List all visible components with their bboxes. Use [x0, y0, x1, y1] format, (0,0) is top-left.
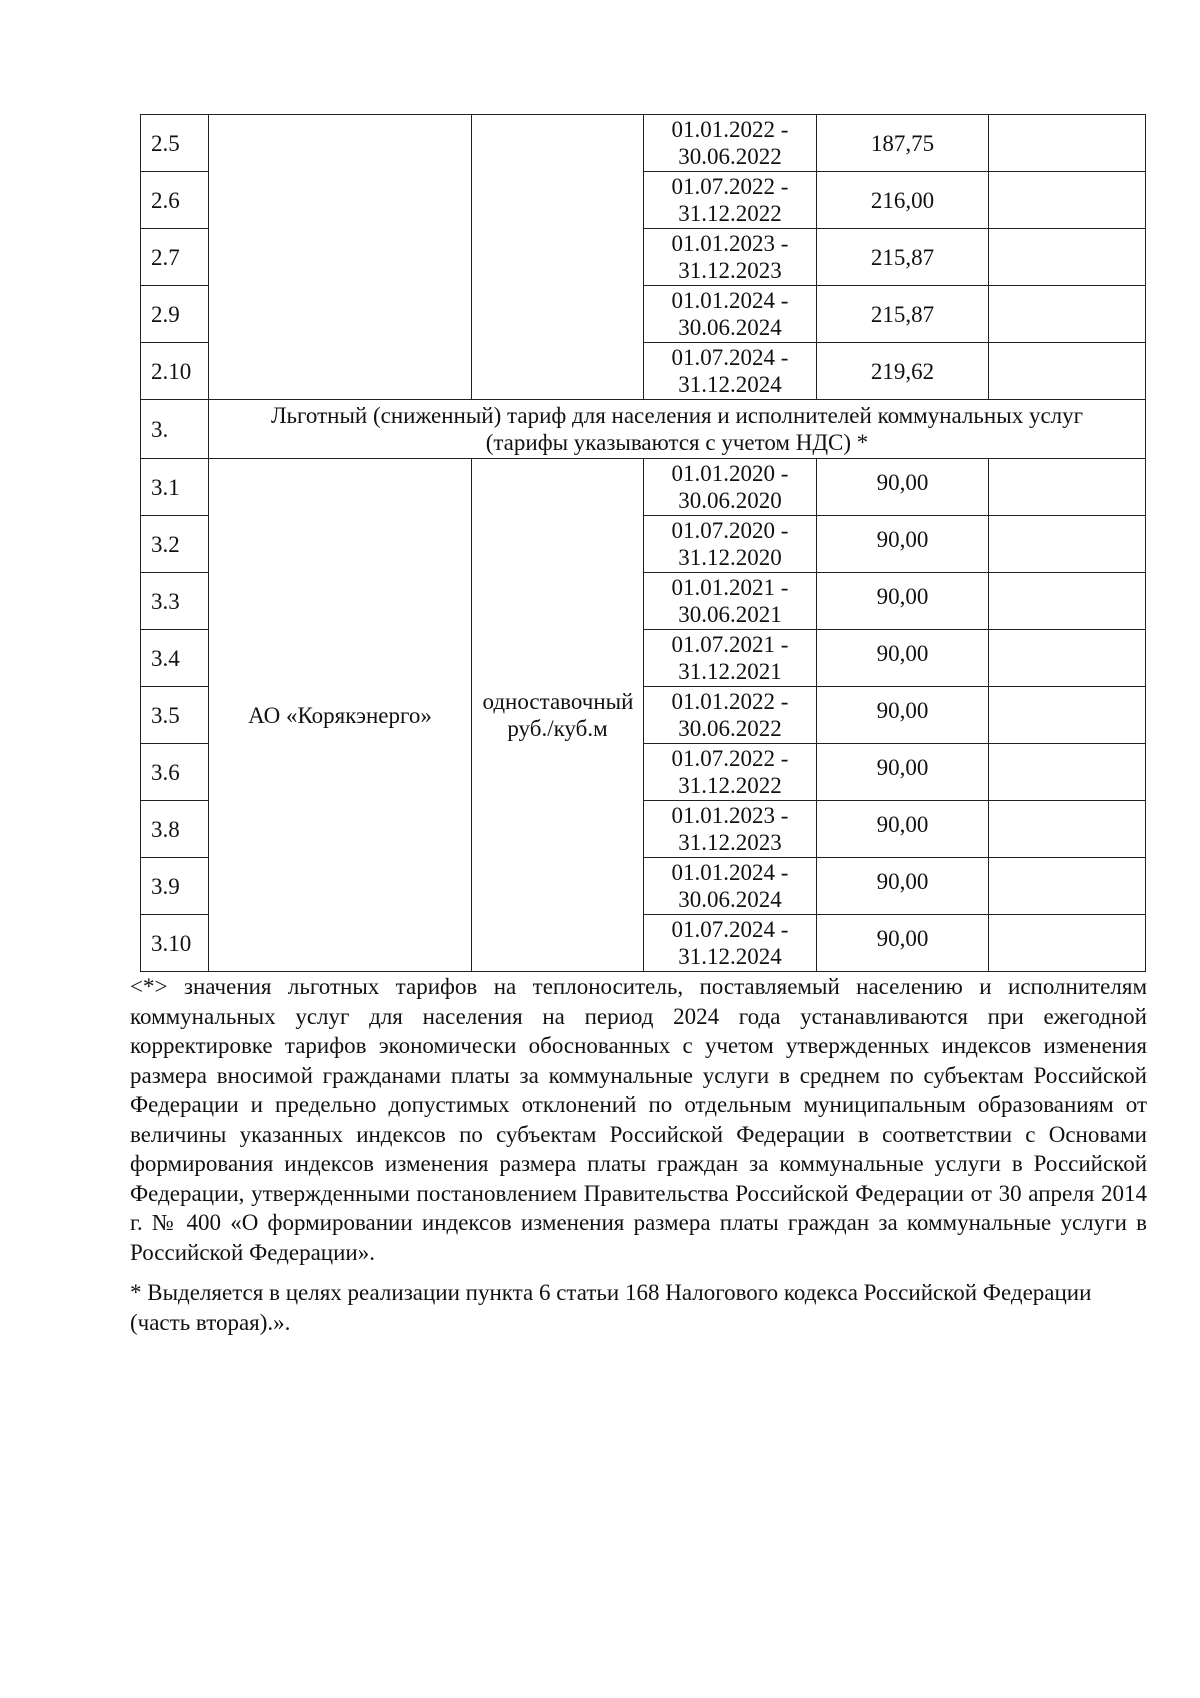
period-start: 01.07.2022 - — [671, 746, 789, 771]
tariff-value: 90,00 — [817, 459, 989, 516]
period-end: 31.12.2024 — [678, 944, 782, 969]
period-start: 01.01.2022 - — [671, 117, 789, 142]
row-number: 3.2 — [141, 516, 209, 573]
note-cell — [989, 229, 1146, 286]
period-cell — [644, 286, 817, 343]
note-cell — [989, 858, 1146, 915]
period-start: 01.07.2020 - — [671, 518, 789, 543]
note-cell — [989, 286, 1146, 343]
period-start: 01.01.2023 - — [671, 803, 789, 828]
note-cell — [989, 801, 1146, 858]
row-number: 3.9 — [141, 858, 209, 915]
note-cell — [989, 573, 1146, 630]
period-start: 01.01.2020 - — [671, 461, 789, 486]
period-cell — [644, 229, 817, 286]
period-end: 30.06.2020 — [678, 488, 782, 513]
tariff-type — [472, 459, 644, 972]
period-start: 01.01.2024 - — [671, 860, 789, 885]
period-start: 01.01.2024 - — [671, 288, 789, 313]
row-number: 3.5 — [141, 687, 209, 744]
row-number: 2.7 — [141, 229, 209, 286]
tariff-table — [140, 114, 1146, 972]
section-title-line-1: Льготный (сниженный) тариф для населения и исполнителей коммунальных услуг — [270, 403, 1084, 428]
organization-name: АО «Корякэнерго» — [209, 459, 472, 972]
period-end: 30.06.2022 — [678, 716, 782, 741]
tariff-value: 90,00 — [817, 915, 989, 972]
row-number: 3.4 — [141, 630, 209, 687]
section-number: 3. — [141, 400, 209, 459]
period-cell — [644, 687, 817, 744]
row-number: 3.3 — [141, 573, 209, 630]
footnote-text: <*> значения льготных тарифов на теплоноситель, поставляемый населению и исполнителям коммунальных услуг для населения на период 2024 года устанавливаются при ежегодной корректировке тарифов экономически обоснованных с учетом утвержденных индексов изменения размера вносимой гражданами платы за коммунальные услуги в среднем по субъектам Российской Федерации и предельно допустимых отклонений по отдельным муниципальным образованиям от величины указанных индексов по субъектам Российской Федерации в соответствии с Основами формирования индексов изменения размера платы граждан за коммунальные услуги в Российской Федерации, утвержденными постановлением Правительства Российской Федерации от 30 апреля 2014 г. № 400 «О формировании индексов изменения размера платы граждан за коммунальные услуги в Российской Федерации». — [130, 974, 1147, 1265]
row-number: 2.9 — [141, 286, 209, 343]
period-cell — [644, 573, 817, 630]
tariff-value: 219,62 — [817, 343, 989, 400]
period-end: 30.06.2024 — [678, 315, 782, 340]
period-cell — [644, 115, 817, 172]
tariff-value: 90,00 — [817, 687, 989, 744]
period-start: 01.07.2024 - — [671, 345, 789, 370]
tariff-value: 90,00 — [817, 630, 989, 687]
note-cell — [989, 343, 1146, 400]
tariff-value: 216,00 — [817, 172, 989, 229]
note-cell — [989, 516, 1146, 573]
note-cell — [989, 115, 1146, 172]
period-start: 01.01.2021 - — [671, 575, 789, 600]
period-start: 01.01.2022 - — [671, 689, 789, 714]
section-header-row — [141, 400, 1146, 459]
period-cell — [644, 630, 817, 687]
row-number: 2.5 — [141, 115, 209, 172]
note-cell — [989, 459, 1146, 516]
tariff-value: 90,00 — [817, 573, 989, 630]
note-cell — [989, 630, 1146, 687]
note-cell — [989, 915, 1146, 972]
period-cell — [644, 744, 817, 801]
row-number: 2.6 — [141, 172, 209, 229]
period-end: 30.06.2024 — [678, 887, 782, 912]
tariff-value: 90,00 — [817, 801, 989, 858]
tariff-value: 90,00 — [817, 516, 989, 573]
tariff-value: 215,87 — [817, 229, 989, 286]
row-number: 3.10 — [141, 915, 209, 972]
period-end: 31.12.2022 — [678, 773, 782, 798]
vat-footnote: * Выделяется в целях реализации пункта 6 статьи 168 Налогового кодекса Российской Федерации (часть вторая).». — [130, 1280, 1092, 1335]
period-start: 01.01.2023 - — [671, 231, 789, 256]
period-cell — [644, 915, 817, 972]
tariff-value: 90,00 — [817, 744, 989, 801]
period-end: 31.12.2024 — [678, 372, 782, 397]
row-number: 2.10 — [141, 343, 209, 400]
period-start: 01.07.2022 - — [671, 174, 789, 199]
note-cell — [989, 687, 1146, 744]
row-number: 3.8 — [141, 801, 209, 858]
tariff-value: 90,00 — [817, 858, 989, 915]
period-end: 31.12.2023 — [678, 830, 782, 855]
note-cell — [989, 744, 1146, 801]
tariff-type-text: одноставочный руб./куб.м — [482, 689, 634, 741]
period-end: 30.06.2022 — [678, 144, 782, 169]
period-cell — [644, 858, 817, 915]
period-end: 31.12.2022 — [678, 201, 782, 226]
period-end: 31.12.2021 — [678, 659, 782, 684]
period-end: 30.06.2021 — [678, 602, 782, 627]
period-end: 31.12.2023 — [678, 258, 782, 283]
tariff-value: 187,75 — [817, 115, 989, 172]
tariff-value: 215,87 — [817, 286, 989, 343]
table-row — [141, 459, 1146, 516]
note-cell — [989, 172, 1146, 229]
period-cell — [644, 172, 817, 229]
period-cell — [644, 516, 817, 573]
period-cell — [644, 343, 817, 400]
period-end: 31.12.2020 — [678, 545, 782, 570]
period-start: 01.07.2024 - — [671, 917, 789, 942]
period-cell — [644, 801, 817, 858]
table-row — [141, 115, 1146, 172]
period-start: 01.07.2021 - — [671, 632, 789, 657]
row-number: 3.6 — [141, 744, 209, 801]
tariff-type-cell-empty — [472, 115, 644, 400]
section-title-line-2: (тарифы указываются с учетом НДС) * — [485, 430, 869, 455]
org-cell-empty — [209, 115, 472, 400]
row-number: 3.1 — [141, 459, 209, 516]
period-cell — [644, 459, 817, 516]
section-title — [209, 400, 1146, 459]
